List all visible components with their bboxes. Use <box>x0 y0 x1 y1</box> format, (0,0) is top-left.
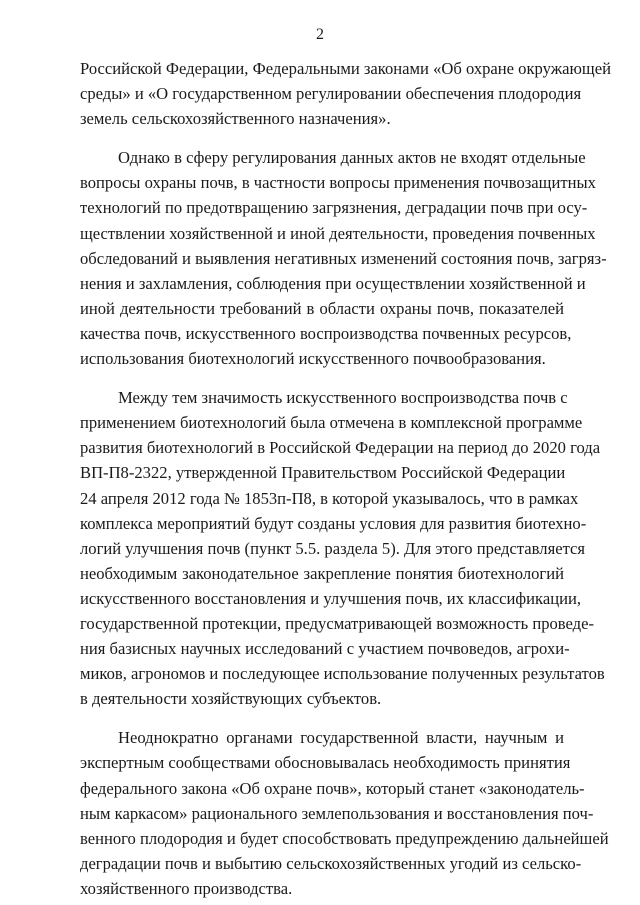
text-line: нения и захламления, соблюдения при осуществлении хозяйственной и <box>80 273 586 293</box>
paragraph-gap <box>80 371 564 385</box>
text-line: миков, агрономов и последующее использование полученных результатов <box>80 664 605 684</box>
text-line: использования биотехнологий искусственного почвообразования. <box>80 349 546 369</box>
paragraph-gap <box>80 711 564 725</box>
paragraph-gap <box>80 131 564 145</box>
paragraph <box>80 56 611 131</box>
text-line: экспертным сообществами обосновывалась необходимость принятия <box>80 753 571 773</box>
text-line: комплекса мероприятий будут созданы условия для развития биотехно- <box>80 513 587 533</box>
text-line: 24 апреля 2012 года № 1853п-П8, в которой указывалось, что в рамках <box>80 488 579 508</box>
text-line: логий улучшения почв (пункт 5.5. раздела 5). Для этого представляется <box>80 538 586 558</box>
text-line: иной деятельности требований в области охраны почв, показателей <box>80 298 564 318</box>
text-line: вопросы охраны почв, в частности вопросы применения почвозащитных <box>80 173 596 193</box>
text-line: Однако в сферу регулирования данных актов не входят отдельные <box>118 148 586 168</box>
text-line: ществлении хозяйственной и иной деятельности, проведения почвенных <box>80 223 596 243</box>
text-line: в деятельности хозяйствующих субъектов. <box>80 689 382 709</box>
body-text <box>80 56 611 901</box>
text-line: ния базисных научных исследований с участием почвоведов, агрохи- <box>80 639 570 659</box>
text-line: искусственного восстановления и улучшения почв, их классификации, <box>80 588 581 608</box>
text-line: Российской Федерации, Федеральными законами «Об охране окружающей <box>80 59 611 78</box>
text-line: федерального закона «Об охране почв», который станет «законодатель- <box>80 778 585 798</box>
paragraph <box>80 145 607 371</box>
text-line: хозяйственного производства. <box>80 878 293 898</box>
text-line: ВП-П8-2322, утвержденной Правительством Российской Федерации <box>80 463 566 483</box>
text-line: земель сельскохозяйственного назначения». <box>80 109 391 129</box>
text-line: деградации почв и выбытию сельскохозяйственных угодий из сельско- <box>80 853 582 873</box>
text-line: Неоднократно органами государственной власти, научным и <box>118 728 564 748</box>
text-line: обследований и выявления негативных изменений состояния почв, загряз- <box>80 248 607 268</box>
text-line: необходимым законодательное закрепление понятия биотехнологий <box>80 563 564 583</box>
paragraph <box>80 385 605 711</box>
text-line: среды» и «О государственном регулировании обеспечения плодородия <box>80 84 582 104</box>
text-line: Между тем значимость искусственного воспроизводства почв с <box>118 388 568 408</box>
text-line: технологий по предотвращению загрязнения, деградации почв при осу- <box>80 198 588 218</box>
text-line: качества почв, искусственного воспроизводства почвенных ресурсов, <box>80 323 572 343</box>
text-line: венного плодородия и будет способствовать предупреждению дальнейшей <box>80 828 609 848</box>
text-line: государственной протекции, предусматривающей возможность проведе- <box>80 613 595 633</box>
text-line: ным каркасом» рационального землепользования и восстановления поч- <box>80 803 594 823</box>
page-number: 2 <box>316 26 324 43</box>
paragraph <box>80 725 609 901</box>
text-line: развития биотехнологий в Российской Федерации на период до 2020 года <box>80 438 601 458</box>
text-line: применением биотехнологий была отмечена в комплексной программе <box>80 413 583 433</box>
